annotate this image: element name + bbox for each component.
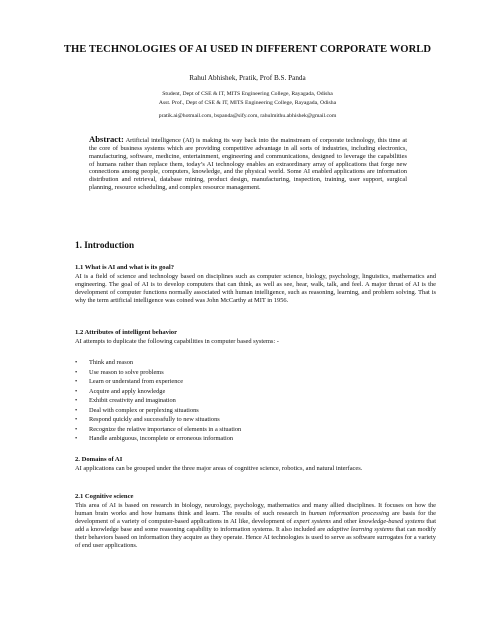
paragraph-cognitive-science: This area of AI is based on research in biology, neurology, psychology, mathematics and many allied disciplines. It focuses on how the human brain works and how humans think and learn. The results of such research in human information processing are basis for the development of a variety of computer-based applications in AI like, development of expert systems and other knowledge-based systems that add a knowledge base and some reasoning capability to information systems. It also included are adaptive learning systems that can modify their behaviors based on information they acquire as they operate. Hence AI technologies is used to serve as software surrogates for a variety of end user applications. <box>75 502 436 550</box>
emphasis-text: adaptive learning systems <box>326 526 394 534</box>
paragraph-attributes-intro: AI attempts to duplicate the following capabilities in computer based systems: - <box>75 338 279 345</box>
list-item: • Respond quickly and successfully to new situations <box>75 416 220 424</box>
bullet-marker: • <box>75 359 78 366</box>
emphasis-text: knowledge-based systems <box>358 518 425 526</box>
affiliation-student: Student, Dept of CSE & IT, MITS Engineering College, Rayagada, Odisha <box>162 91 333 97</box>
list-item: • Exhibit creativity and imagination <box>75 397 176 405</box>
subsection-heading-domains: 2. Domains of AI <box>75 456 123 463</box>
bullet-marker: • <box>75 416 78 424</box>
list-item: • Recognize the relative importance of elements in a situation <box>75 425 242 433</box>
abstract <box>89 136 407 192</box>
author-emails: pratik.ai@hotmail.com, bspanda@sify.com, rahulmithu.abhishek@gmail.com <box>158 113 337 119</box>
list-item: • Think and reason <box>75 359 134 366</box>
bullet-marker: • <box>75 378 78 386</box>
abstract-label: Abstract: <box>89 134 124 144</box>
attributes-list <box>75 358 241 444</box>
list-item: • Acquire and apply knowledge <box>75 387 166 395</box>
subsection-heading-attributes: 1.2 Attributes of intelligent behavior <box>75 329 178 336</box>
author-list: Rahul Abhishek, Pratik, Prof B.S. Panda <box>189 74 306 82</box>
list-item: • Handle ambiguous, incomplete or erroneous information <box>75 435 234 443</box>
bullet-marker: • <box>75 397 78 405</box>
bullet-marker: • <box>75 406 78 414</box>
paragraph-what-is-ai: AI is a field of science and technology based on disciplines such as computer science, biology, psychology, linguistics, mathematics and engineering. The goal of AI is to develop computers that can think, as well as see, hear, walk, talk, and feel. A major thrust of AI is the development of computer functions normally associated with human intelligence, such as reasoning, learning, and problem solving. That is why the term artificial intelligence was coined was John McCarthy at MIT in 1956. <box>75 273 436 305</box>
subsection-heading-what-is-ai: 1.1 What is AI and what is its goal? <box>75 264 174 271</box>
bullet-marker: • <box>75 368 78 376</box>
list-item: • Learn or understand from experience <box>75 378 184 386</box>
list-item: • Use reason to solve problems <box>75 368 164 376</box>
bullet-marker: • <box>75 387 78 395</box>
affiliation-professor: Asst. Prof., Dept of CSE & IT, MITS Engineering College, Rayagada, Odisha <box>158 100 337 106</box>
bullet-marker: • <box>75 425 78 433</box>
emphasis-text: expert systems <box>293 518 331 526</box>
section-heading-introduction: 1. Introduction <box>75 240 135 250</box>
paper-title: THE TECHNOLOGIES OF AI USED IN DIFFERENT CORPORATE WORLD <box>63 44 432 55</box>
list-item: • Deal with complex or perplexing situations <box>75 406 199 414</box>
bullet-marker: • <box>75 435 78 443</box>
subsection-heading-cognitive-science: 2.1 Cognitive science <box>75 493 134 500</box>
abstract-text: Artificial intelligence (AI) is making its way back into the mainstream of corporate technology, this time at the core of business systems which are providing competitive advantage in all sorts of industries, including electronics, manufacturing, software, medicine, entertainment, engineering and communications, designed to leverage the capabilities of humans rather than replace them, today’s AI technology enables an extraordinary array of applications that forge new connections among people, computers, knowledge, and the physical world. Some AI enabled applications are information distribution and retrieval, database mining, product design, manufacturing, inspection, training, user support, surgical planning, resource scheduling, and complex resource management. <box>89 137 407 192</box>
paragraph-domains: AI applications can be grouped under the three major areas of cognitive science, robotics, and natural interfaces. <box>75 465 363 472</box>
emphasis-text: human information processing <box>308 510 390 518</box>
